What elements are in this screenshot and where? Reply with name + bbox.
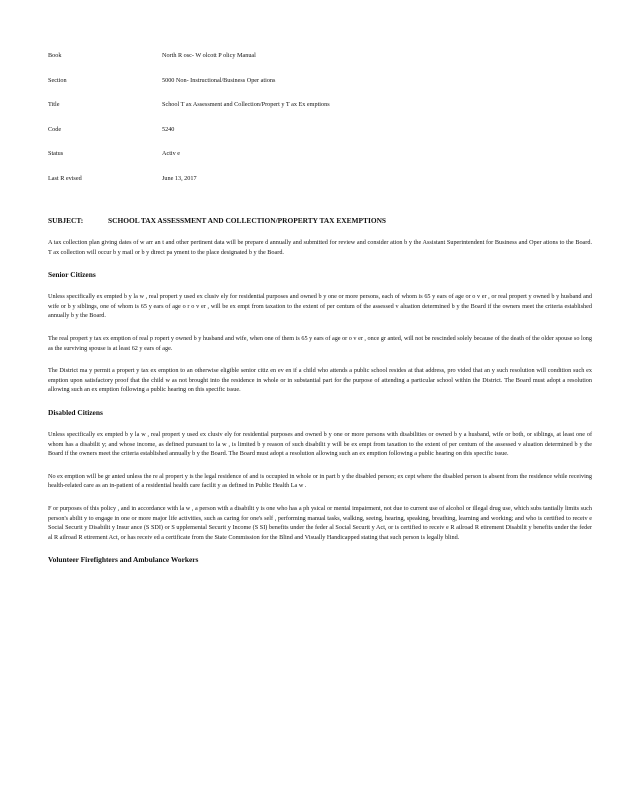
- metadata-label: Last R evised: [48, 174, 82, 182]
- metadata-label: Title: [48, 101, 60, 108]
- subject-title: SCHOOL TAX ASSESSMENT AND COLLECTION/PROPERTY TAX EXEMPTIONS: [108, 216, 387, 225]
- metadata-label: Code: [48, 125, 62, 133]
- metadata-value: June 13, 2017: [162, 174, 197, 182]
- policy-metadata: [48, 51, 588, 198]
- metadata-row: [48, 76, 588, 101]
- metadata-label: Book: [48, 52, 62, 59]
- metadata-row: [48, 174, 588, 199]
- subject-label: SUBJECT:: [48, 216, 84, 225]
- body-paragraph: A tax collection plan giving dates of w arr an t and other pertinent data will be prepare d annually and submitted for review and consider ation b y the Assistant Superintendent for Business and Oper ations to the Board. T ax collection will occur b y mail or b y direct pa yment to the place designated b y the Board.: [48, 239, 592, 256]
- body-paragraph: F or purposes of this policy , and in accordance with la w , a person with a disabilit y is one who has a ph ysical or mental impairment, not due to current use of alcohol or illegal drug use, which subs tantially limits such person's abilit y to engage in one or more major life activities, such as caring for one's self , performing manual tasks, walking, seeing, hearing, speaking, breathing, learning and working; and who is certified to receiv e Social Securit y Disabilit y Insur ance (S SDI) or S upplemental Securit y Income (S SI) benefits under the feder al Social Securit y Act, or is certified to receiv e R ailroad R etirement Disabilit y benefits under the feder al R ailroad R etirement Act, or has receiv ed a certificate from the State Commission for the Blind and Visually Handicapped stating that such person is legally blind.: [48, 504, 592, 541]
- body-paragraph: The District ma y permit a propert y tax ex emption to an otherwise eligible senior citiz en ev en if a child who attends a public school resides at that address, pro vided that an y such resolution will condition such ex emption upon satisfactory proof that the child w as not brought into the residence in whole or in substantial part for the purpose of attending a particular school within the District. The Board must adopt a resolution allowing such an ex emption following a public hearing on this specific issue.: [48, 367, 592, 394]
- metadata-value: Activ e: [162, 150, 181, 157]
- body-paragraph: Unless specifically ex empted b y la w , real propert y used ex clusiv ely for residential purposes and owned b y one or more persons with disabilities or owned b y a husband, wife or both, or siblings, at least one of whom has a disabilit y; and whose income, as defined pursuant to la w , is limited b y reason of such disabilit y will be ex empt from taxation to the extent of per centum of the assessed v aluation determined b y the Board if the owners meet the criteria established annually b y the Board. The Board must adopt a resolution allowing such an ex emption following a public hearing on this specific issue.: [48, 430, 592, 458]
- metadata-label: Status: [48, 150, 64, 157]
- body-paragraph: The real propert y tax ex emption of real p ropert y owned b y husband and wife, when one of them is 65 y ears of age or o v er , once gr anted, will not be rescinded solely because of the death of the older spouse so long as the surviving spouse is at least 62 y ears of age.: [48, 334, 592, 352]
- metadata-value: School T ax Assessment and Collection/Propert y T ax Ex emptions: [162, 101, 330, 108]
- metadata-value: 5240: [162, 125, 175, 133]
- policy-body: [48, 238, 592, 577]
- section-heading: Volunteer Firefighters and Ambulance Workers: [48, 555, 199, 565]
- metadata-row: [48, 149, 588, 174]
- metadata-value: 5000 Non- Instructional/Business Oper ations: [162, 76, 276, 84]
- section-heading: Disabled Citizens: [48, 407, 103, 417]
- metadata-row: [48, 51, 588, 76]
- metadata-row: [48, 125, 588, 150]
- body-paragraph: No ex emption will be gr anted unless the re al propert y is the legal residence of and is occupied in whole or in part b y the disabled person; ex cept where the disabled person is absent from the residence while receiving health-related care as an in-patient of a residential health care facilit y as defined in Public Health La w .: [48, 472, 592, 490]
- metadata-row: [48, 100, 588, 125]
- body-paragraph: Unless specifically ex empted b y la w , real propert y used ex clusiv ely for residential purposes and owned b y one or more persons, each of whom is 65 y ears of age or o v er , or real propert y owned b y husband and wife or b y siblings, one of whom is 65 y ears of age o r o v er , will be ex empt from taxation to the extent of per centum of the assessed v aluation determined b y the Board if the owners meet the criteria established annually b y the Board.: [48, 293, 592, 320]
- section-heading: Senior Citizens: [48, 270, 96, 280]
- metadata-label: Section: [48, 76, 67, 84]
- metadata-value: North R osc- W olcott P olicy Manual: [162, 52, 256, 59]
- subject-line: [48, 216, 588, 226]
